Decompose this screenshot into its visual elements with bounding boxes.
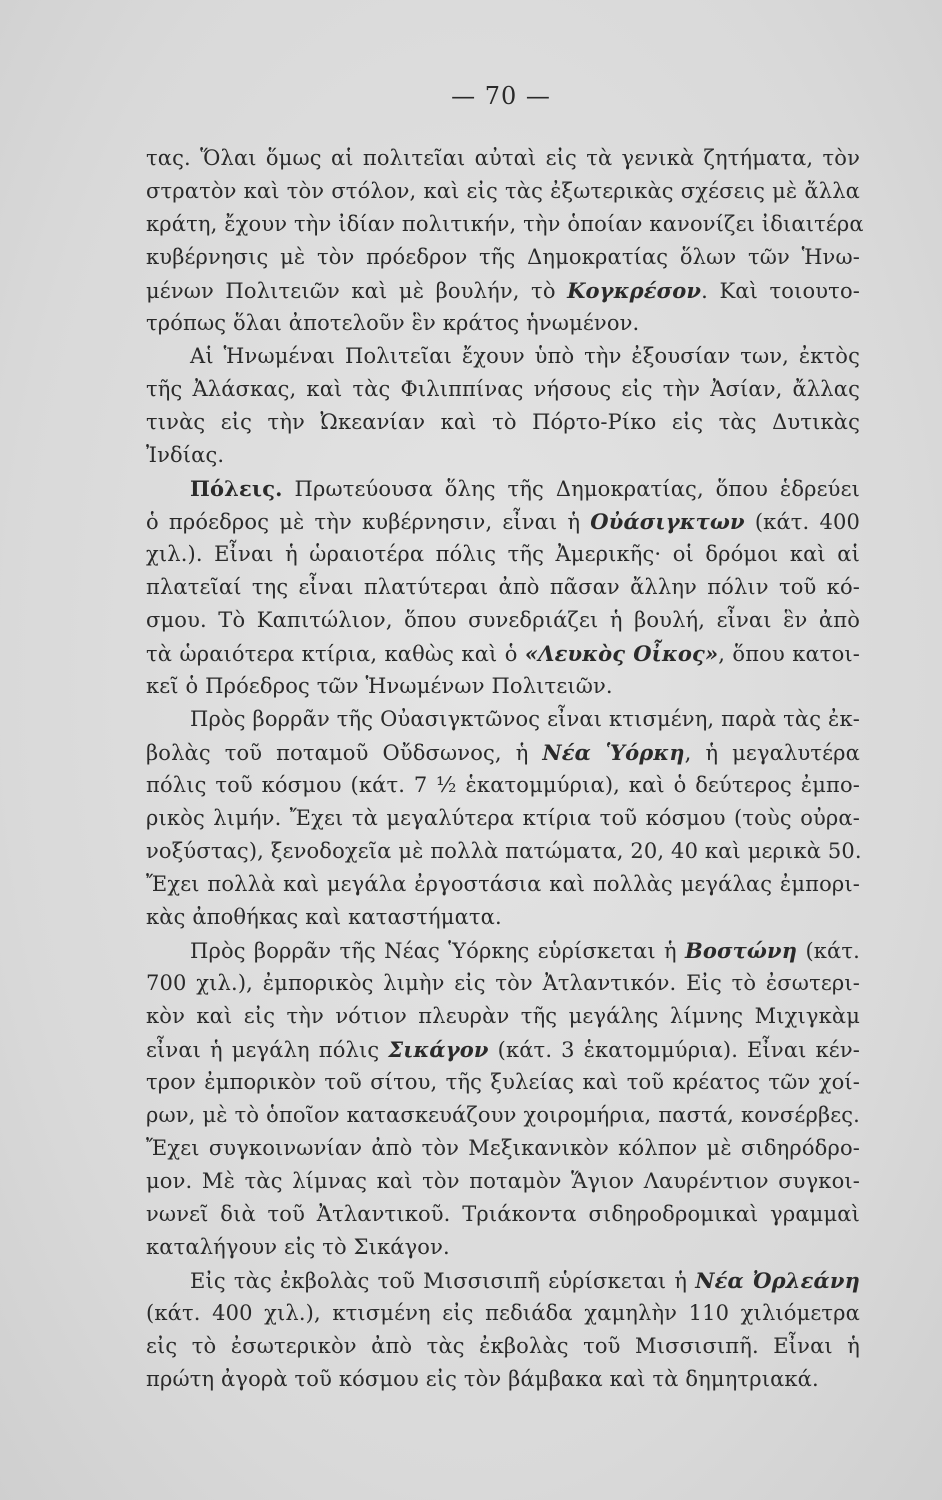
text-run: βολὰς τοῦ ποταμοῦ Οὔδσωνος, ἡ bbox=[146, 741, 543, 765]
section-heading: Πόλεις. bbox=[190, 476, 283, 501]
text-line: Ἔχει συγκοινωνίαν ἀπὸ τὸν Μεξικανικὸν κόλπον μὲ σιδηρόδρο- bbox=[146, 1136, 860, 1160]
text-run: Εἰς τὰς ἐκβολὰς τοῦ Μισσισιπῆ εὑρίσκεται ἡ bbox=[190, 1269, 696, 1293]
text-line: πόλις τοῦ κόσμου (κάτ. 7 ½ ἑκατομμύρια), καὶ ὁ δεύτερος ἐμπο- bbox=[146, 773, 860, 797]
text-run: (κάτ. 3 ἑκατομμύρια). Εἶναι κέν- bbox=[488, 1038, 860, 1062]
text-line: κὰς ἀποθήκας καὶ καταστήματα. bbox=[146, 905, 502, 929]
text-line: σμου. Τὸ Καπιτώλιον, ὅπου συνεδριάζει ἡ βουλή, εἶναι ἓν ἀπὸ bbox=[146, 608, 860, 632]
text-line: νοξύστας), ξενοδοχεῖα μὲ πολλὰ πατώματα, 20, 40 καὶ μερικὰ 50. bbox=[146, 839, 862, 863]
text-line: 700 χιλ.), ἐμπορικὸς λιμὴν εἰς τὸν Ἀτλαντικόν. Εἰς τὸ ἐσωτερι- bbox=[146, 971, 860, 995]
text-line: ρικὸς λιμήν. Ἔχει τὰ μεγαλύτερα κτίρια τοῦ κόσμου (τοὺς οὐρα- bbox=[146, 806, 860, 830]
text-line bbox=[146, 736, 860, 769]
text-run: Πρὸς βορρᾶν τῆς Νέας Ὑόρκης εὑρίσκεται ἡ bbox=[190, 939, 685, 963]
text-line: τρον ἐμπορικὸν τοῦ σίτου, τῆς ξυλείας καὶ τοῦ κρέατος τῶν χοί- bbox=[146, 1070, 860, 1094]
emphasized-name: Κογκρέσον bbox=[567, 278, 702, 303]
text-line: Ἰνδίας. bbox=[146, 443, 225, 467]
body-text bbox=[146, 142, 864, 1396]
text-line: τινὰς εἰς τὴν Ὠκεανίαν καὶ τὸ Πόρτο-Ρίκο εἰς τὰς Δυτικὰς bbox=[146, 410, 860, 434]
text-line: ρων, μὲ τὸ ὁποῖον κατασκευάζουν χοιρομήρια, παστά, κονσέρβες. bbox=[146, 1103, 860, 1127]
text-line: Αἱ Ἡνωμέναι Πολιτεῖαι ἔχουν ὑπὸ τὴν ἐξουσίαν των, ἐκτὸς bbox=[190, 344, 860, 368]
text-line bbox=[146, 637, 860, 670]
text-line bbox=[146, 1264, 860, 1297]
text-run: (κάτ. bbox=[797, 939, 860, 963]
text-run: ὁ πρόεδρος μὲ τὴν κυβέρνησιν, εἶναι ἡ bbox=[146, 510, 591, 534]
text-run: Πρωτεύουσα ὅλης τῆς Δημοκρατίας, ὅπου ἑδρεύει bbox=[282, 477, 860, 501]
emphasized-name: «Λευκὸς Οἶκος» bbox=[524, 641, 719, 666]
text-line: στρατὸν καὶ τὸν στόλον, καὶ εἰς τὰς ἐξωτερικὰς σχέσεις μὲ ἄλλα bbox=[146, 179, 860, 203]
text-line: καταλήγουν εἰς τὸ Σικάγον. bbox=[146, 1235, 450, 1259]
text-line: τῆς Ἀλάσκας, καὶ τὰς Φιλιππίνας νήσους εἰς τὴν Ἀσίαν, ἄλλας bbox=[146, 377, 860, 401]
text-run: εἶναι ἡ μεγάλη πόλις bbox=[146, 1038, 389, 1062]
text-run: , ὅπου κατοι- bbox=[718, 642, 860, 666]
text-line bbox=[146, 1033, 860, 1066]
text-line: τας. Ὅλαι ὅμως αἱ πολιτεῖαι αὐταὶ εἰς τὰ γενικὰ ζητήματα, τὸν bbox=[146, 146, 860, 170]
text-line: (κάτ. 400 χιλ.), κτισμένη εἰς πεδιάδα χαμηλὴν 110 χιλιόμετρα bbox=[146, 1301, 860, 1325]
text-line: μον. Μὲ τὰς λίμνας καὶ τὸν ποταμὸν Ἅγιον Λαυρέντιον συγκοι- bbox=[146, 1169, 860, 1193]
text-line bbox=[146, 505, 860, 538]
text-line bbox=[146, 274, 860, 307]
emphasized-name: Νέα Ὀρλεάνη bbox=[695, 1268, 860, 1293]
text-run: (κάτ. 400 bbox=[744, 510, 860, 534]
text-line: Ἔχει πολλὰ καὶ μεγάλα ἐργοστάσια καὶ πολλὰς μεγάλας ἐμπορι- bbox=[146, 872, 860, 896]
text-run: τὰ ὡραιότερα κτίρια, καθὼς καὶ ὁ bbox=[146, 642, 525, 666]
text-line: τρόπως ὅλαι ἀποτελοῦν ἓν κράτος ἡνωμένον. bbox=[146, 311, 640, 335]
text-line: κεῖ ὁ Πρόεδρος τῶν Ἡνωμένων Πολιτειῶν. bbox=[146, 674, 613, 698]
text-line: νωνεῖ διὰ τοῦ Ἀτλαντικοῦ. Τριάκοντα σιδηροδρομικαὶ γραμμαὶ bbox=[146, 1202, 860, 1226]
text-line: χιλ.). Εἶναι ἡ ὡραιοτέρα πόλις τῆς Ἀμερικῆς· οἱ δρόμοι καὶ αἱ bbox=[146, 542, 860, 566]
text-line: κὸν καὶ εἰς τὴν νότιον πλευρὰν τῆς μεγάλης λίμνης Μιχιγκὰμ bbox=[146, 1004, 860, 1028]
emphasized-name: Βοστώνη bbox=[684, 938, 798, 963]
page-number: — 70 — bbox=[451, 82, 551, 110]
emphasized-name: Σικάγον bbox=[388, 1037, 489, 1062]
emphasized-name: Οὐάσιγκτων bbox=[590, 509, 745, 534]
text-line: κυβέρνησις μὲ τὸν πρόεδρον τῆς Δημοκρατίας ὅλων τῶν Ἡνω- bbox=[146, 245, 860, 269]
text-line bbox=[146, 472, 860, 505]
text-line: εἰς τὸ ἐσωτερικὸν ἀπὸ τὰς ἐκβολὰς τοῦ Μισσισιπῆ. Εἶναι ἡ bbox=[146, 1334, 860, 1358]
text-run: μένων Πολιτειῶν καὶ μὲ βουλήν, τὸ bbox=[146, 279, 568, 303]
text-line: Πρὸς βορρᾶν τῆς Οὐασιγκτῶνος εἶναι κτισμένη, παρὰ τὰς ἐκ- bbox=[190, 707, 860, 731]
text-line: πλατεῖαί της εἶναι πλατύτεραι ἀπὸ πᾶσαν ἄλλην πόλιν τοῦ κό- bbox=[146, 575, 860, 599]
text-line: πρώτη ἀγορὰ τοῦ κόσμου εἰς τὸν βάμβακα καὶ τὰ δημητριακά. bbox=[146, 1367, 819, 1391]
text-line bbox=[146, 934, 860, 967]
text-run: , ἡ μεγαλυτέρα bbox=[684, 741, 860, 765]
emphasized-name: Νέα Ὑόρκη bbox=[542, 740, 685, 765]
text-line: κράτη, ἔχουν τὴν ἰδίαν πολιτικήν, τὴν ὁποίαν κανονίζει ἰδιαιτέρα bbox=[146, 212, 864, 236]
text-run: . Καὶ τοιουτο- bbox=[701, 279, 860, 303]
